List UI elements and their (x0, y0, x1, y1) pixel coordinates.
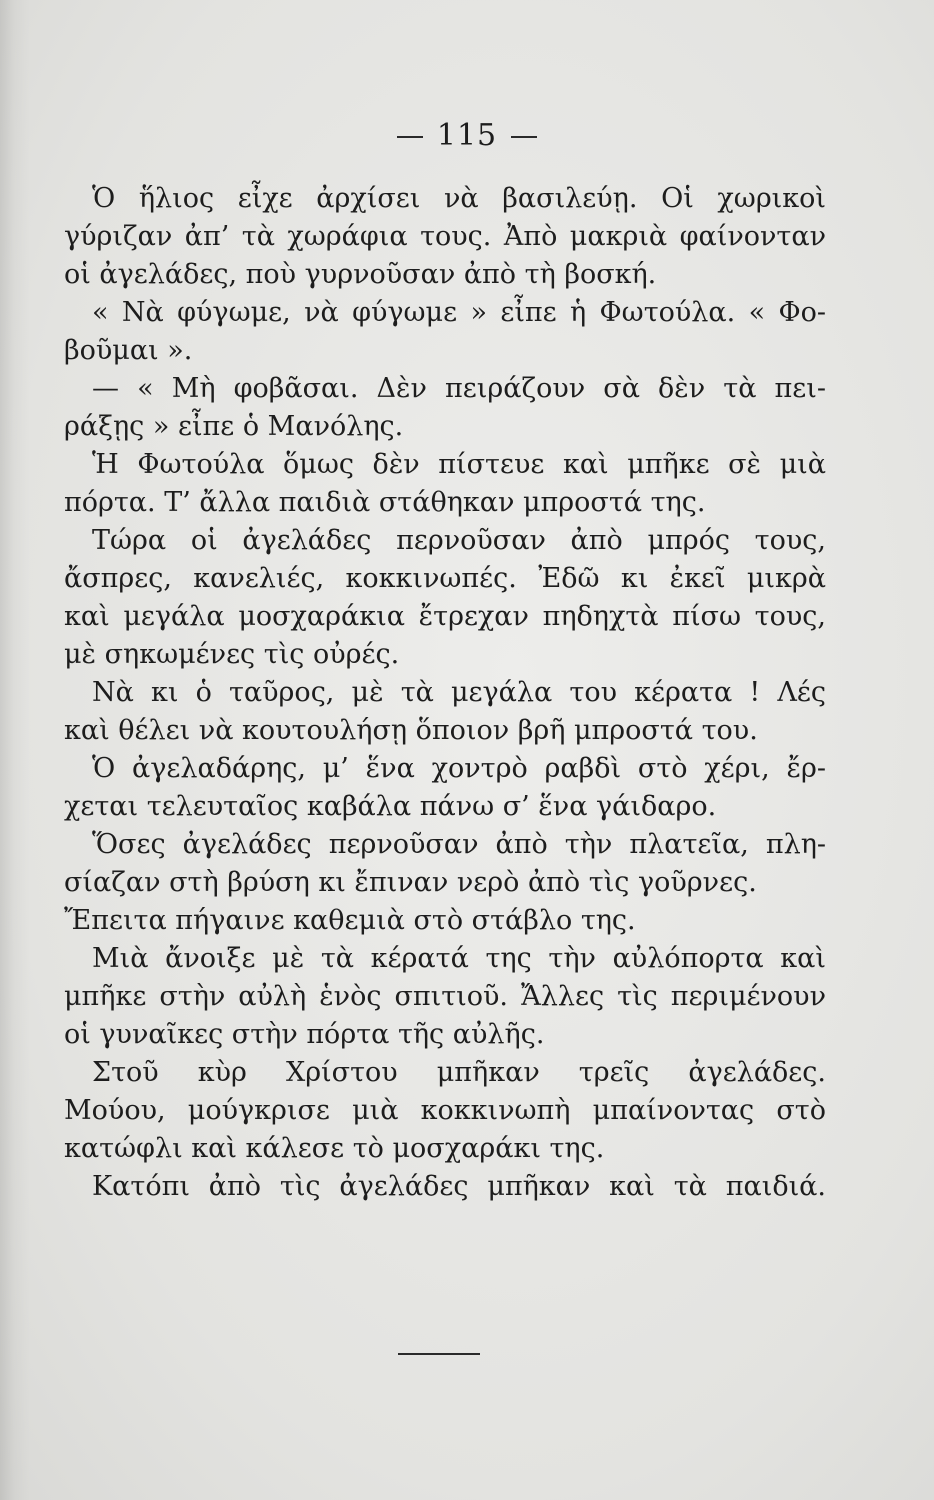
text-line: ράξῃς » εἶπε ὁ Μανόλης. (64, 411, 404, 442)
text-line: μπῆκε στὴν αὐλὴ ἑνὸς σπιτιοῦ. Ἄλλες τὶς περιμένουν (64, 981, 826, 1012)
text-line: Κατόπι ἀπὸ τὶς ἀγελάδες μπῆκαν καὶ τὰ παιδιά. (92, 1171, 826, 1202)
text-line: — « Μὴ φοβᾶσαι. Δὲν πειράζουν σὰ δὲν τὰ πει- (92, 373, 826, 404)
text-line: « Νὰ φύγωμε, νὰ φύγωμε » εἶπε ἡ Φωτούλα. « Φο- (92, 297, 826, 328)
text-line: οἱ ἀγελάδες, ποὺ γυρνοῦσαν ἀπὸ τὴ βοσκή. (64, 259, 657, 290)
text-line: Ὁ ἀγελαδάρης, μ’ ἕνα χοντρὸ ραβδὶ στὸ χέρι, ἔρ- (92, 753, 826, 784)
text-line: Τώρα οἱ ἀγελάδες περνοῦσαν ἀπὸ μπρός τους, (92, 525, 826, 556)
text-line: βοῦμαι ». (64, 335, 193, 366)
text-line: κατώφλι καὶ κάλεσε τὸ μοσχαράκι της. (64, 1133, 605, 1164)
text-line: Νὰ κι ὁ ταῦρος, μὲ τὰ μεγάλα του κέρατα ! Λές (92, 677, 826, 708)
text-line: Στοῦ κὺρ Χρίστου μπῆκαν τρεῖς ἀγελάδες. (92, 1057, 826, 1088)
page-number-dash-left (397, 136, 423, 138)
text-line: καὶ μεγάλα μοσχαράκια ἔτρεχαν πηδηχτὰ πίσω τους, (64, 601, 826, 632)
end-of-text-rule (398, 1353, 480, 1355)
body-text (64, 180, 826, 1206)
text-line: πόρτα. Τ’ ἄλλα παιδιὰ στάθηκαν μπροστά της. (64, 487, 706, 518)
text-line: οἱ γυναῖκες στὴν πόρτα τῆς αὐλῆς. (64, 1019, 545, 1050)
text-line: Ὅσες ἀγελάδες περνοῦσαν ἀπὸ τὴν πλατεῖα, πλη- (92, 829, 826, 860)
page-number-value: 115 (436, 118, 498, 153)
page-number-dash-right (511, 136, 537, 138)
text-line: σίαζαν στὴ βρύση κι ἔπιναν νερὸ ἀπὸ τὶς γοῦρνες. (64, 867, 757, 898)
text-line: Ἡ Φωτούλα ὅμως δὲν πίστευε καὶ μπῆκε σὲ μιὰ (92, 449, 826, 480)
text-line: Μούου, μούγκρισε μιὰ κοκκινωπὴ μπαίνοντας στὸ (64, 1095, 826, 1126)
text-line: Ὁ ἥλιος εἶχε ἀρχίσει νὰ βασιλεύῃ. Οἱ χωρικοὶ (92, 183, 826, 214)
text-line: Μιὰ ἄνοιξε μὲ τὰ κέρατά της τὴν αὐλόπορτα καὶ (92, 943, 826, 974)
text-line: καὶ θέλει νὰ κουτουλήσῃ ὅποιον βρῆ μπροστά του. (64, 715, 758, 746)
text-line: ἄσπρες, κανελιές, κοκκινωπές. Ἐδῶ κι ἐκεῖ μικρὰ (64, 563, 826, 594)
text-line: μὲ σηκωμένες τὶς οὐρές. (64, 639, 400, 670)
page-number (0, 118, 934, 153)
text-line: χεται τελευταῖος καβάλα πάνω σ’ ἕνα γάιδαρο. (64, 791, 717, 822)
text-line: Ἔπειτα πήγαινε καθεμιὰ στὸ στάβλο της. (64, 905, 636, 936)
text-line: γύριζαν ἀπ’ τὰ χωράφια τους. Ἀπὸ μακριὰ φαίνονταν (64, 221, 826, 252)
